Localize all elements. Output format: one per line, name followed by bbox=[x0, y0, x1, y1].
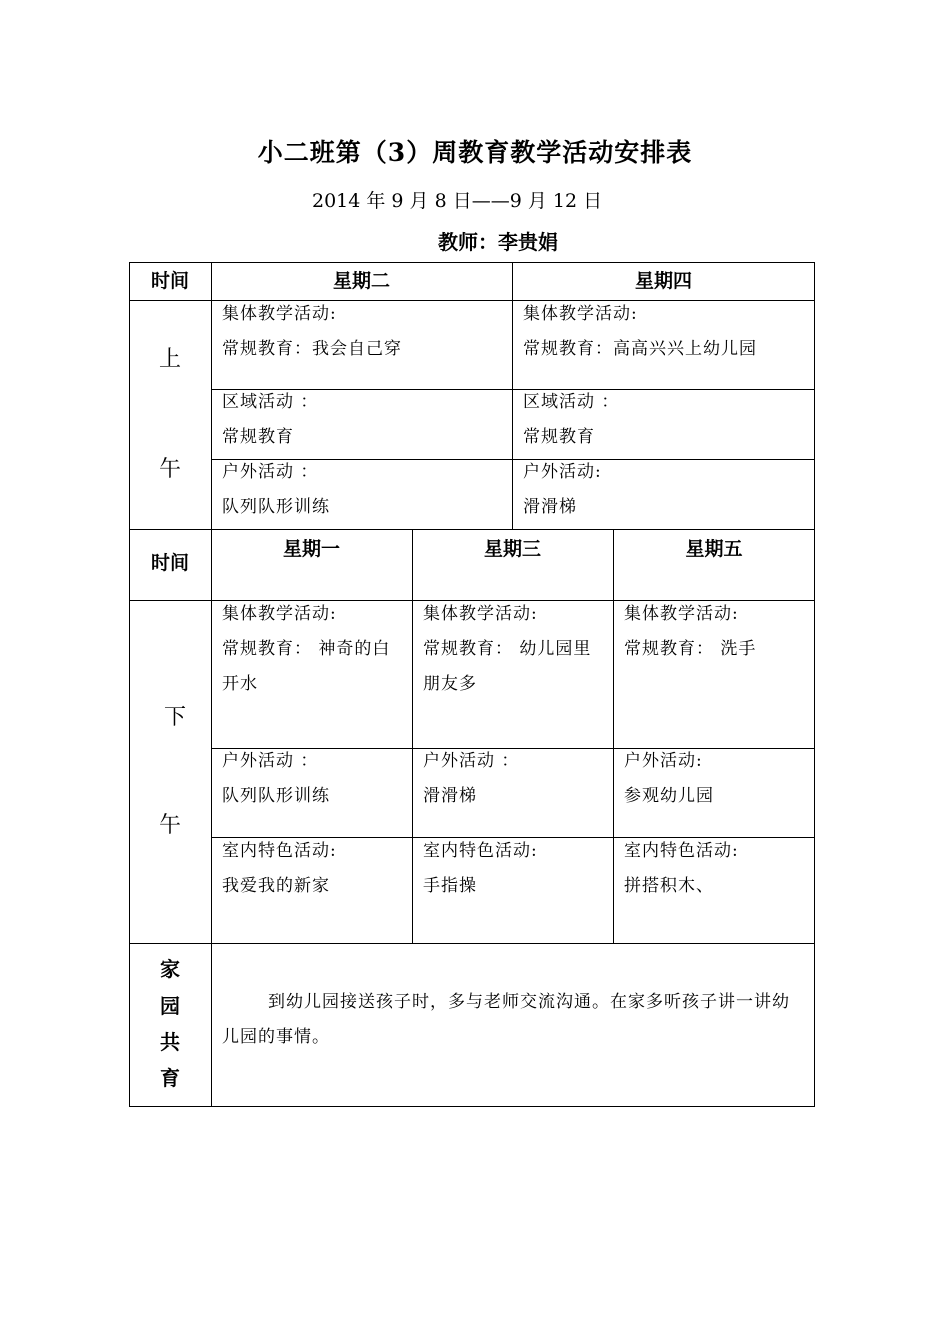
col-divider bbox=[211, 262, 212, 1107]
tue-outdoor-label: 户外活动 ： bbox=[222, 462, 319, 482]
morning-label-bottom: 午 bbox=[158, 457, 181, 482]
fri-indoor-label: 室内特色活动: bbox=[624, 841, 739, 861]
tue-outdoor-value: 队列队形训练 bbox=[222, 497, 330, 517]
wed-outdoor-value: 滑滑梯 bbox=[423, 786, 477, 806]
tue-group-value: 常规教育：我会自己穿 bbox=[222, 339, 402, 359]
morning-time-header: 时间 bbox=[150, 270, 189, 292]
fri-indoor-value: 拼搭积木、 bbox=[624, 876, 714, 896]
morning-label-top: 上 bbox=[158, 347, 181, 372]
header-tuesday: 星期二 bbox=[332, 270, 390, 292]
wed-group-label: 集体教学活动: bbox=[423, 604, 538, 624]
fri-group-label: 集体教学活动: bbox=[624, 604, 739, 624]
thu-group-label: 集体教学活动: bbox=[523, 304, 638, 324]
home-school-label-1: 家 bbox=[160, 957, 180, 981]
wed-indoor-label: 室内特色活动: bbox=[423, 841, 538, 861]
header-thursday: 星期四 bbox=[634, 270, 692, 292]
mon-outdoor-value: 队列队形训练 bbox=[222, 786, 330, 806]
col-divider bbox=[512, 262, 513, 529]
thu-outdoor-label: 户外活动: bbox=[523, 462, 602, 482]
row-divider bbox=[129, 529, 815, 530]
col-divider bbox=[412, 529, 413, 943]
mon-outdoor-label: 户外活动 ： bbox=[222, 751, 319, 771]
mon-group-value: 常规教育： 神奇的白开水 bbox=[222, 639, 391, 694]
mon-indoor-label: 室内特色活动: bbox=[222, 841, 337, 861]
header-friday: 星期五 bbox=[685, 538, 743, 560]
date-range: 2014 年 9 月 8 日——9 月 12 日 bbox=[312, 190, 603, 212]
tue-area-label: 区域活动 ： bbox=[222, 392, 319, 412]
home-school-label-2: 园 bbox=[160, 994, 180, 1018]
home-school-text: 到幼儿园接送孩子时，多与老师交流沟通。在家多听孩子讲一讲幼儿园的事情。 bbox=[222, 992, 790, 1047]
thu-group-value: 常规教育：高高兴兴上幼儿园 bbox=[523, 339, 757, 359]
fri-outdoor-value: 参观幼儿园 bbox=[624, 786, 714, 806]
home-school-label-3: 共 bbox=[160, 1030, 180, 1054]
mon-group-label: 集体教学活动: bbox=[222, 604, 337, 624]
tue-area-value: 常规教育 bbox=[222, 427, 294, 447]
wed-group-value: 常规教育： 幼儿园里朋友多 bbox=[423, 639, 592, 694]
afternoon-label-bottom: 午 bbox=[158, 813, 181, 838]
page-title: 小二班第（3）周教育教学活动安排表 bbox=[257, 138, 693, 167]
fri-outdoor-label: 户外活动: bbox=[624, 751, 703, 771]
tue-group-label: 集体教学活动: bbox=[222, 304, 337, 324]
afternoon-time-header: 时间 bbox=[150, 552, 189, 574]
wed-indoor-value: 手指操 bbox=[423, 876, 477, 896]
teacher-name: 教师：李贵娟 bbox=[438, 230, 558, 254]
thu-outdoor-value: 滑滑梯 bbox=[523, 497, 577, 517]
col-divider bbox=[613, 529, 614, 943]
wed-outdoor-label: 户外活动 ： bbox=[423, 751, 520, 771]
afternoon-label-top: 下 bbox=[163, 705, 186, 730]
thu-area-label: 区域活动 ： bbox=[523, 392, 620, 412]
header-wednesday: 星期三 bbox=[483, 538, 541, 560]
header-monday: 星期一 bbox=[282, 538, 340, 560]
row-divider bbox=[129, 943, 815, 944]
mon-indoor-value: 我爱我的新家 bbox=[222, 876, 330, 896]
home-school-label-4: 育 bbox=[160, 1066, 180, 1090]
thu-area-value: 常规教育 bbox=[523, 427, 595, 447]
fri-group-value: 常规教育： 洗手 bbox=[624, 639, 757, 659]
